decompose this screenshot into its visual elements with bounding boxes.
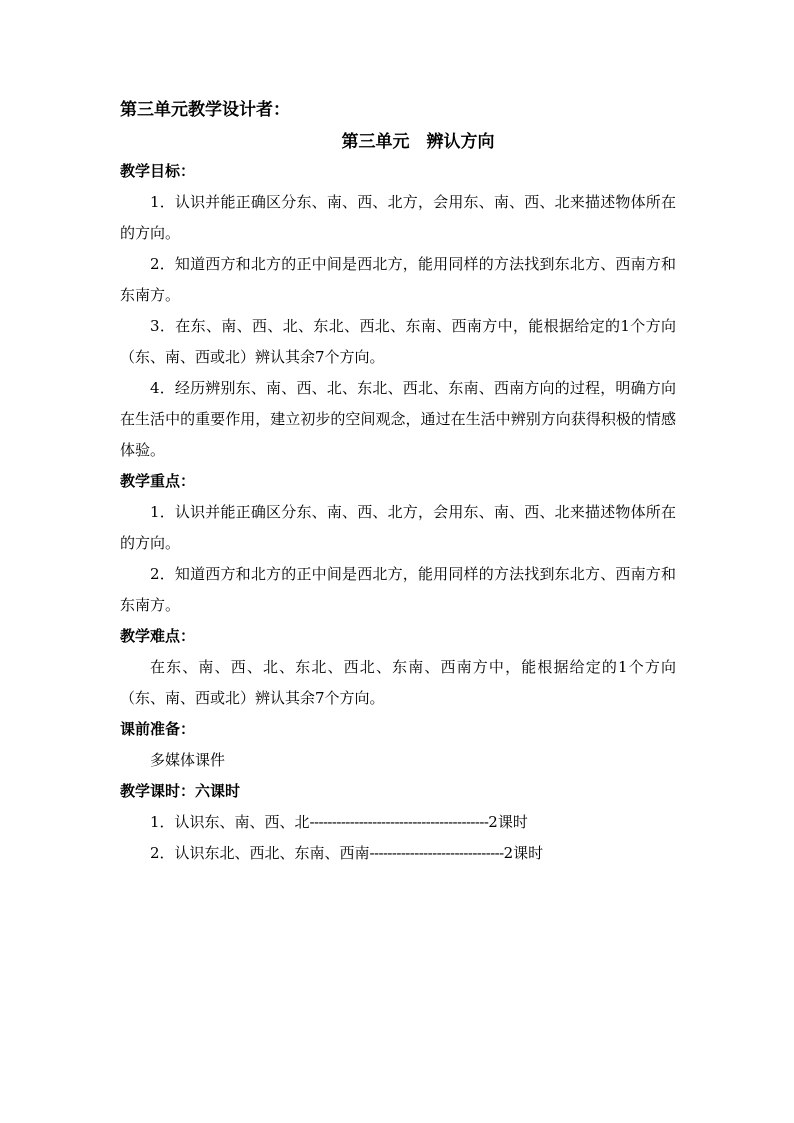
unit-designer-header: 第三单元教学设计者： bbox=[120, 100, 290, 120]
key-point-item-1: 1．认识并能正确区分东、南、西、北方，会用东、南、西、北来描述物体所在的方向。 bbox=[120, 503, 676, 552]
document-content bbox=[120, 96, 676, 869]
schedule-item-hours: 2课时 bbox=[503, 844, 544, 862]
difficulties-text: 在东、南、西、北、东北、西北、东南、西南方中，能根据给定的1个方向（东、南、西或北）辨认其余7个方向。 bbox=[120, 658, 676, 707]
preparation-heading: 课前准备： bbox=[120, 720, 196, 738]
schedule-item-label: 1．认识东、南、西、北 bbox=[150, 813, 310, 831]
schedule-heading: 教学课时：六课时 bbox=[120, 782, 241, 800]
objective-item-4: 4．经历辨别东、南、西、北、东北、西北、东南、西南方向的过程，明确方向在生活中的重要作用，建立初步的空间观念，通过在生活中辨别方向获得积极的情感体验。 bbox=[120, 379, 676, 459]
objective-item-2: 2．知道西方和北方的正中间是西北方，能用同样的方法找到东北方、西南方和东南方。 bbox=[120, 255, 676, 304]
schedule-item-leader: ---------------------------------------- bbox=[309, 813, 489, 831]
document-title: 第三单元 辨认方向 bbox=[341, 132, 495, 152]
objective-item-3: 3．在东、南、西、北、东北、西北、东南、西南方中，能根据给定的1个方向（东、南、西或北）辨认其余7个方向。 bbox=[120, 317, 676, 366]
difficulties-heading: 教学难点： bbox=[120, 627, 196, 645]
schedule-item-2 bbox=[120, 838, 676, 869]
schedule-item-hours: 2课时 bbox=[488, 813, 528, 831]
preparation-text: 多媒体课件 bbox=[150, 751, 226, 769]
objective-item-1: 1．认识并能正确区分东、南、西、北方，会用东、南、西、北来描述物体所在的方向。 bbox=[120, 193, 676, 242]
key-points-heading: 教学重点： bbox=[120, 472, 196, 490]
schedule-item-leader: ------------------------------ bbox=[369, 844, 504, 862]
schedule-item-label: 2．认识东北、西北、东南、西南 bbox=[150, 844, 370, 862]
schedule-item-1 bbox=[120, 807, 676, 838]
objectives-heading: 教学目标： bbox=[120, 162, 196, 180]
key-point-item-2: 2．知道西方和北方的正中间是西北方，能用同样的方法找到东北方、西南方和东南方。 bbox=[120, 565, 676, 614]
